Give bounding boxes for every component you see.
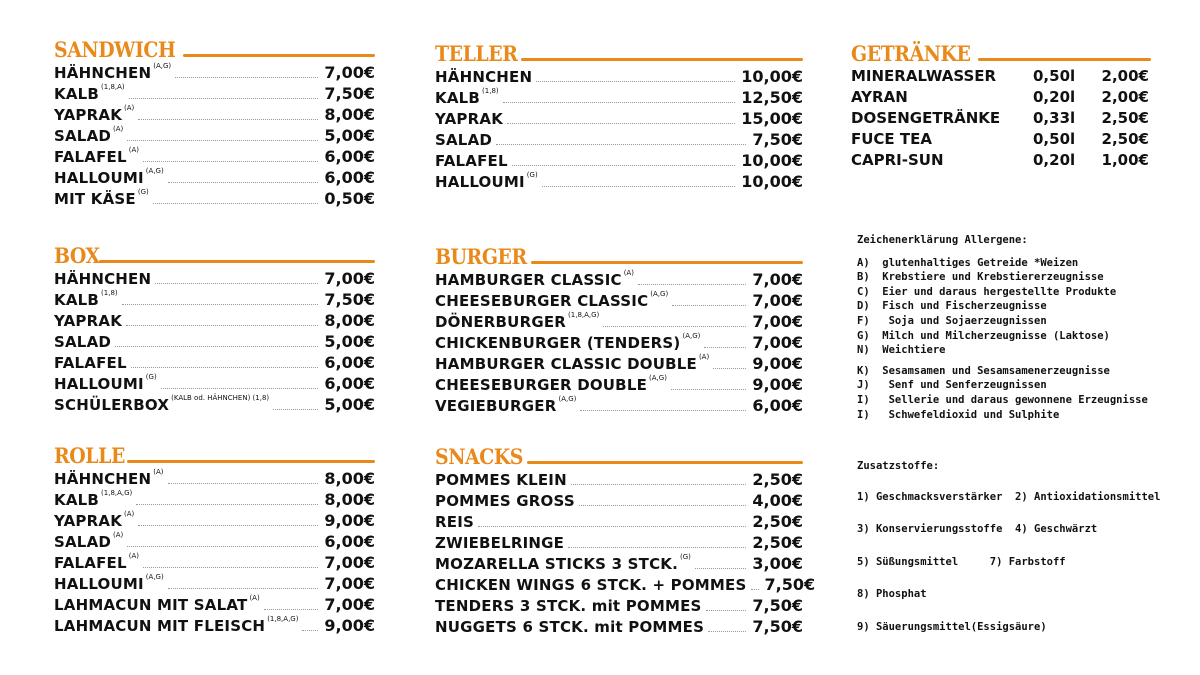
item-price: 7,00€: [324, 553, 375, 572]
item-allergens: (A): [128, 552, 140, 560]
menu-item: [54, 329, 375, 350]
item-price: 9,00€: [752, 354, 803, 373]
item-allergens: (A): [124, 104, 135, 112]
item-name: HÄHNCHEN: [435, 68, 533, 86]
item-price: 7,50€: [752, 596, 803, 615]
drink-price: 2,00€: [1101, 67, 1149, 85]
allergen-entry: I) Sellerie und daraus gewonnene Erzeugnisse: [857, 393, 1148, 406]
allergen-group-1: [857, 256, 1148, 358]
allergen-entry: F) Soja und Sojaerzeugnissen: [857, 314, 1047, 327]
dot-leader: [168, 483, 319, 484]
menu-list: [435, 267, 803, 414]
item-allergens: (G): [145, 373, 157, 381]
section-header: [435, 241, 803, 267]
item-name: REIS: [435, 513, 474, 531]
dot-leader: [671, 389, 746, 390]
item-name: YAPRAK: [54, 106, 123, 124]
item-name: LAHMACUN MIT SALAT: [54, 596, 248, 614]
item-price: 6,00€: [324, 168, 375, 187]
menu-item: [435, 372, 803, 393]
allergen-entry: I) Schwefeldioxid und Sulphite: [857, 408, 1060, 421]
additive-entry: 9) Säuerungsmittel(Essigsäure): [857, 620, 1047, 633]
item-price: 8,00€: [324, 469, 375, 488]
item-price: 9,00€: [324, 511, 375, 530]
dot-leader: [273, 409, 318, 410]
title-underline: [527, 461, 803, 464]
item-name: TENDERS 3 STCK. mit POMMES: [435, 597, 702, 615]
item-name: HALLOUMI: [54, 169, 144, 187]
additive-entry: 1) Geschmacksverstärker 2) Antioxidationsmittel: [857, 490, 1161, 503]
section-title: SANDWICH: [54, 37, 176, 62]
item-price: 6,00€: [324, 374, 375, 393]
item-price: 6,00€: [324, 147, 375, 166]
item-price: 0,50€: [324, 189, 375, 208]
item-price: 7,00€: [324, 595, 375, 614]
menu-item: [54, 60, 375, 81]
item-name: CHICKENBURGER (TENDERS): [435, 334, 681, 352]
item-price: 2,50€: [752, 512, 803, 531]
item-name: YAPRAK: [54, 512, 123, 530]
item-price: 8,00€: [324, 105, 375, 124]
menu-item: [435, 351, 803, 372]
menu-list: [54, 60, 375, 207]
item-price: 7,00€: [752, 291, 803, 310]
item-name: HÄHNCHEN: [54, 270, 152, 288]
item-name: DÖNERBURGER: [435, 313, 567, 331]
item-name: SALAD: [435, 131, 493, 149]
menu-item: [54, 571, 375, 592]
item-name: FALAFEL: [54, 554, 127, 572]
dot-leader: [512, 165, 735, 166]
menu-item: [435, 393, 803, 414]
item-allergens: (G): [137, 188, 149, 196]
menu-item: [54, 102, 375, 123]
item-price: 8,00€: [324, 490, 375, 509]
item-name: POMMES GROSS: [435, 492, 575, 510]
menu-item: [54, 529, 375, 550]
item-name: SALAD: [54, 127, 112, 145]
dot-leader: [155, 283, 318, 284]
item-name: HALLOUMI: [54, 575, 144, 593]
dot-leader: [496, 144, 746, 145]
menu-list: [435, 64, 803, 190]
menu-item: [54, 613, 375, 634]
item-name: CHEESEBURGER CLASSIC: [435, 292, 649, 310]
drink-price: 2,00€: [1101, 88, 1149, 106]
item-price: 3,00€: [752, 554, 803, 573]
drink-price: 2,50€: [1101, 109, 1149, 127]
item-allergens: (A): [698, 353, 710, 361]
menu-item: [54, 287, 375, 308]
dot-leader: [129, 98, 319, 99]
drink-item: [851, 85, 1151, 106]
item-allergens: (1,8): [482, 87, 499, 95]
item-price: 2,50€: [752, 533, 803, 552]
item-allergens: (A,G): [145, 573, 164, 581]
item-allergens: (1,8,A,G): [267, 615, 299, 623]
dot-leader: [138, 119, 318, 120]
item-price: 6,00€: [324, 532, 375, 551]
item-name: KALB: [54, 291, 100, 309]
item-price: 12,50€: [741, 88, 803, 107]
item-name: MIT KÄSE: [54, 190, 136, 208]
dot-leader: [713, 368, 746, 369]
item-name: POMMES KLEIN: [435, 471, 567, 489]
item-name: HÄHNCHEN: [54, 470, 152, 488]
menu-item: [54, 392, 375, 413]
item-price: 7,50€: [752, 617, 803, 636]
allergen-entry: K) Sesamsamen und Sesamsamenerzeugnisse: [857, 364, 1110, 377]
item-name: KALB: [54, 85, 100, 103]
item-price: 10,00€: [741, 172, 803, 191]
item-allergens: (G): [526, 171, 538, 179]
item-name: SCHÜLERBOX: [54, 396, 170, 414]
menu-item: [54, 165, 375, 186]
section-title: TELLER: [435, 41, 518, 66]
dot-leader: [138, 525, 318, 526]
menu-item: [54, 550, 375, 571]
section-title: ROLLE: [54, 443, 125, 468]
dot-leader: [708, 631, 746, 632]
item-price: 6,00€: [752, 396, 803, 415]
dot-leader: [638, 284, 746, 285]
drink-name: MINERALWASSER: [851, 67, 997, 85]
item-allergens: (A,G): [682, 332, 701, 340]
section-burger: [435, 241, 803, 414]
menu-item: [435, 64, 803, 85]
section-sandwich: [54, 34, 375, 207]
item-price: 4,00€: [752, 491, 803, 510]
drink-size: 0,33l: [1033, 109, 1076, 127]
menu-item: [435, 309, 803, 330]
item-price: 9,00€: [324, 616, 375, 635]
item-price: 5,00€: [324, 332, 375, 351]
dot-leader: [127, 546, 318, 547]
section-header: [851, 38, 1151, 64]
additives-legend: [857, 459, 1160, 653]
additives-list: [857, 490, 1160, 635]
menu-item: [435, 593, 803, 614]
item-price: 7,50€: [324, 84, 375, 103]
dot-leader: [264, 609, 319, 610]
allergen-entry: J) Senf und Senferzeugnissen: [857, 379, 1047, 392]
dot-leader: [168, 588, 319, 589]
menu-item: [54, 144, 375, 165]
item-name: FALAFEL: [435, 152, 508, 170]
item-price: 7,00€: [324, 574, 375, 593]
dot-leader: [161, 388, 319, 389]
dot-leader: [568, 547, 746, 548]
item-name: VEGIEBURGER: [435, 397, 557, 415]
drink-size: 0,20l: [1033, 88, 1076, 106]
item-allergens: (A): [153, 468, 164, 476]
item-name: ZWIEBELRINGE: [435, 534, 565, 552]
item-name: HALLOUMI: [435, 173, 525, 191]
item-name: FALAFEL: [54, 354, 127, 372]
item-name: SALAD: [54, 333, 112, 351]
item-name: HALLOUMI: [54, 375, 144, 393]
dot-leader: [695, 568, 746, 569]
item-name: MOZARELLA STICKS 3 STCK.: [435, 555, 679, 573]
menu-item: [435, 288, 803, 309]
item-allergens: (A,G): [649, 374, 667, 382]
item-price: 10,00€: [741, 67, 803, 86]
drink-size: 0,20l: [1033, 151, 1076, 169]
item-allergens: (1,8,A,G): [568, 311, 600, 319]
allergen-entry: C) Eier und daraus hergestellte Produkte: [857, 285, 1117, 298]
menu-item: [54, 350, 375, 371]
item-allergens: (A): [124, 510, 135, 518]
section-header: [435, 441, 803, 467]
item-name: HÄHNCHEN: [54, 64, 152, 82]
dot-leader: [126, 325, 318, 326]
item-name: YAPRAK: [435, 110, 504, 128]
dot-leader: [131, 367, 319, 368]
item-allergens: (A): [249, 594, 260, 602]
menu-item: [54, 186, 375, 207]
menu-item: [435, 614, 803, 635]
menu-item: [54, 308, 375, 329]
item-allergens: (A): [128, 146, 140, 154]
menu-item: [435, 488, 803, 509]
menu-item: [435, 467, 803, 488]
drink-item: [851, 127, 1151, 148]
drink-price: 2,50€: [1101, 130, 1149, 148]
dot-leader: [542, 186, 736, 187]
section-header: [54, 34, 375, 60]
item-allergens: (1,8,A,G): [101, 489, 133, 497]
menu-item: [54, 371, 375, 392]
dot-leader: [143, 567, 318, 568]
drink-name: DOSENGETRÄNKE: [851, 109, 1001, 127]
menu-item: [54, 466, 375, 487]
menu-item: [435, 551, 803, 572]
item-price: 6,00€: [324, 353, 375, 372]
menu-item: [54, 487, 375, 508]
item-allergens: (A): [623, 269, 634, 277]
dot-leader: [704, 347, 746, 348]
item-name: SALAD: [54, 533, 112, 551]
item-allergens: (G): [680, 553, 691, 561]
item-allergens: (A,G): [650, 290, 669, 298]
item-name: FALAFEL: [54, 148, 127, 166]
section-title: GETRÄNKE: [851, 41, 971, 66]
item-name: CHEESEBURGER DOUBLE: [435, 376, 648, 394]
menu-item: [435, 530, 803, 551]
dot-leader: [143, 161, 318, 162]
item-price: 7,00€: [324, 63, 375, 82]
menu-item: [435, 106, 803, 127]
menu-item: [54, 592, 375, 613]
section-header: [54, 240, 375, 266]
menu-item: [435, 169, 803, 190]
dot-leader: [478, 526, 746, 527]
dot-leader: [175, 77, 318, 78]
dot-leader: [302, 630, 318, 631]
allergen-group-2: [857, 364, 1148, 422]
item-name: HAMBURGER CLASSIC: [435, 271, 622, 289]
item-allergens: (A,G): [145, 167, 164, 175]
allergen-entry: N) Weichtiere: [857, 344, 946, 357]
section-title: SNACKS: [435, 444, 524, 469]
item-name: NUGGETS 6 STCK. mit POMMES: [435, 618, 705, 636]
title-underline: [531, 261, 803, 264]
item-price: 15,00€: [741, 109, 803, 128]
item-price: 7,00€: [752, 312, 803, 331]
title-underline: [978, 58, 1151, 61]
allergen-entry: A) glutenhaltiges Getreide *Weizen: [857, 256, 1079, 269]
item-name: KALB: [54, 491, 100, 509]
item-price: 10,00€: [741, 151, 803, 170]
menu-item: [54, 123, 375, 144]
menu-list: [54, 266, 375, 413]
additives-title: Zusatzstoffe:: [857, 460, 940, 472]
item-price: 7,00€: [752, 270, 803, 289]
drink-name: CAPRI-SUN: [851, 151, 944, 169]
item-price: 2,50€: [752, 470, 803, 489]
menu-item: [54, 266, 375, 287]
title-underline: [127, 460, 375, 463]
dot-leader: [706, 610, 747, 611]
dot-leader: [168, 182, 319, 183]
drink-item: [851, 148, 1151, 169]
drink-name: FUCE TEA: [851, 130, 932, 148]
item-allergens: (A,G): [153, 62, 172, 70]
dot-leader: [571, 484, 747, 485]
allergen-entry: D) Fisch und Fischerzeugnisse: [857, 300, 1047, 313]
section-title: BURGER: [435, 244, 527, 269]
item-price: 5,00€: [324, 395, 375, 414]
drink-item: [851, 106, 1151, 127]
item-price: 8,00€: [324, 311, 375, 330]
item-name: CHICKEN WINGS 6 STCK. + POMMES: [435, 576, 747, 594]
menu-list: [54, 466, 375, 634]
section-title: BOX: [54, 243, 100, 268]
dot-leader: [122, 304, 319, 305]
additive-entry: 3) Konservierungsstoffe 4) Geschwärzt: [857, 523, 1098, 536]
item-allergens: (A): [113, 531, 124, 539]
dot-leader: [603, 326, 746, 327]
item-allergens: (1,8,A): [101, 83, 125, 91]
item-name: LAHMACUN MIT FLEISCH: [54, 617, 266, 635]
dot-leader: [536, 81, 735, 82]
dot-leader: [136, 504, 318, 505]
dot-leader: [579, 505, 747, 506]
menu-item: [54, 508, 375, 529]
item-price: 7,50€: [764, 575, 816, 594]
menu-item: [435, 127, 803, 148]
dot-leader: [507, 123, 735, 124]
item-allergens: (A): [113, 125, 124, 133]
allergen-entry: B) Krebstiere und Krebstiererzeugnisse: [857, 271, 1104, 284]
item-price: 7,00€: [752, 333, 803, 352]
drink-price: 1,00€: [1101, 151, 1149, 169]
item-name: KALB: [435, 89, 481, 107]
item-price: 7,50€: [324, 290, 375, 309]
title-underline: [183, 54, 375, 57]
item-allergens: (1,8): [101, 289, 118, 297]
item-price: 9,00€: [752, 375, 803, 394]
legend-title: Zeichenerklärung Allergene:: [857, 234, 1028, 246]
item-allergens: (A,G): [558, 395, 577, 403]
section-header: [54, 440, 375, 466]
menu-item: [435, 85, 803, 106]
menu-item: [54, 81, 375, 102]
item-name: HAMBURGER CLASSIC DOUBLE: [435, 355, 697, 373]
drink-size: 0,50l: [1033, 67, 1076, 85]
item-name: YAPRAK: [54, 312, 123, 330]
drink-size: 0,50l: [1033, 130, 1076, 148]
section-teller: [435, 38, 803, 190]
allergen-legend: [857, 233, 1148, 422]
additive-entry: 8) Phosphat: [857, 588, 927, 601]
section-header: [435, 38, 803, 64]
allergen-entry: G) Milch und Milcherzeugnisse (Laktose): [857, 329, 1110, 342]
section-rolle: [54, 440, 375, 634]
section-snacks: [435, 441, 816, 636]
section-box: [54, 240, 375, 413]
dot-leader: [751, 589, 759, 590]
title-underline: [521, 58, 803, 61]
dot-leader: [127, 140, 318, 141]
item-allergens: (KALB od. HÄHNCHEN) (1,8): [171, 394, 270, 402]
dot-leader: [672, 305, 746, 306]
menu-item: [435, 148, 803, 169]
drink-item: [851, 64, 1151, 85]
section-getraenke: [851, 38, 1151, 169]
dot-leader: [115, 346, 318, 347]
title-underline: [99, 260, 375, 263]
item-price: 7,00€: [324, 269, 375, 288]
menu-list: [435, 467, 816, 636]
dot-leader: [503, 102, 736, 103]
item-price: 7,50€: [752, 130, 803, 149]
drinks-list: [851, 64, 1151, 169]
drink-name: AYRAN: [851, 88, 908, 106]
additive-entry: 5) Süßungsmittel 7) Farbstoff: [857, 555, 1066, 568]
menu-item: [435, 572, 816, 594]
dot-leader: [153, 203, 319, 204]
menu-item: [435, 509, 803, 530]
menu-item: [435, 267, 803, 288]
menu-item: [435, 330, 803, 351]
dot-leader: [580, 410, 746, 411]
item-price: 5,00€: [324, 126, 375, 145]
